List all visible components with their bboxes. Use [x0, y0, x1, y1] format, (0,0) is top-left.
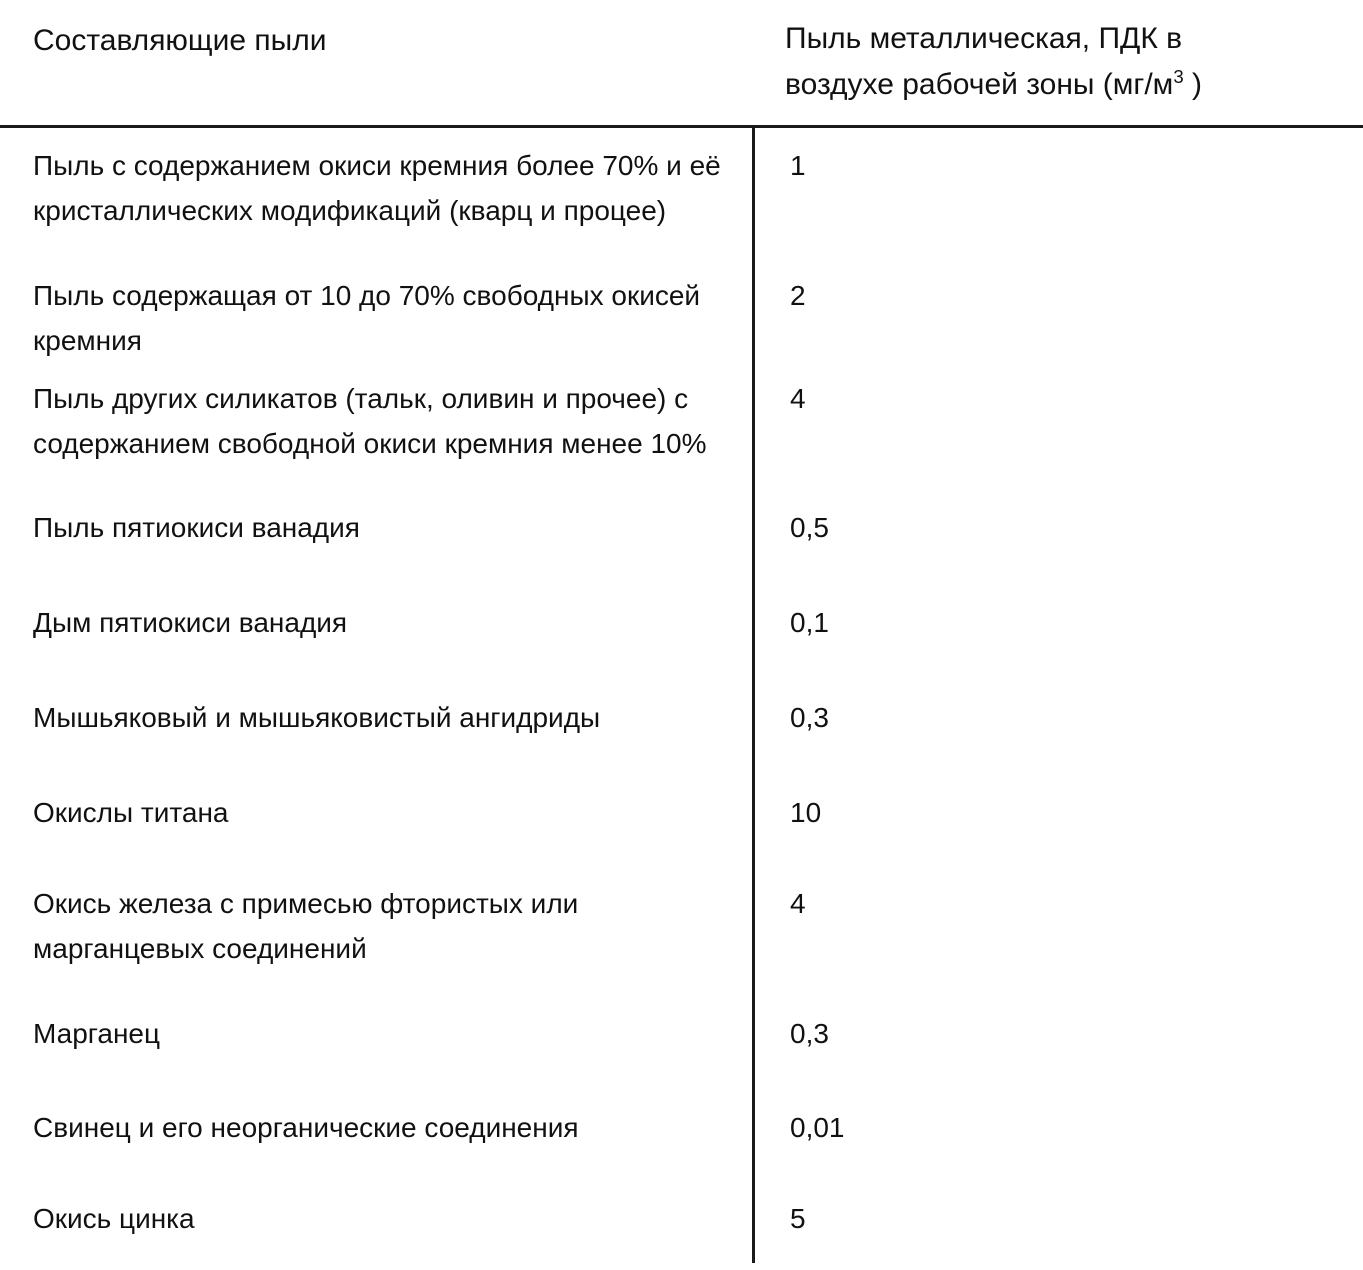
- value-cell: 5: [790, 1203, 806, 1234]
- component-cell: Пыль с содержанием окиси кремния более 70% и её кристаллических модификаций (кварц и процее): [33, 150, 721, 226]
- value-cell: 2: [790, 280, 806, 311]
- value-cell: 10: [790, 797, 822, 828]
- value-cell: 0,5: [790, 512, 829, 543]
- header-pdk-line2: [785, 62, 1345, 108]
- value-cell: 0,01: [790, 1112, 845, 1143]
- value-cell: 0,1: [790, 607, 829, 638]
- value-cell: 0,3: [790, 702, 829, 733]
- component-cell: Пыль других силикатов (тальк, оливин и прочее) с содержанием свободной окиси кремния менее 10%: [33, 383, 707, 459]
- component-cell: Окись железа с примесью фтористых или марганцевых соединений: [33, 888, 579, 964]
- value-cell: 0,3: [790, 1018, 829, 1049]
- component-cell: Свинец и его неорганические соединения: [33, 1112, 579, 1143]
- component-cell: Пыль пятиокиси ванадия: [33, 512, 360, 543]
- header-pdk-superscript: 3: [1173, 66, 1184, 87]
- header-pdk-line2-prefix: воздухе рабочей зоны (мг/м: [785, 68, 1174, 101]
- component-cell: Пыль содержащая от 10 до 70% свободных окисей кремния: [33, 280, 701, 356]
- header-pdk-column: [785, 16, 1345, 108]
- component-cell: Окислы титана: [33, 797, 229, 828]
- value-cell: 4: [790, 383, 806, 414]
- header-pdk-line1: Пыль металлическая, ПДК в: [785, 22, 1183, 55]
- component-cell: Дым пятиокиси ванадия: [33, 607, 348, 638]
- value-cell: 4: [790, 888, 806, 919]
- header-component-column: Составляющие пыли: [33, 24, 327, 57]
- component-cell: Марганец: [33, 1018, 161, 1049]
- value-cell: 1: [790, 150, 806, 181]
- header-rule: [0, 125, 1363, 128]
- column-divider: [752, 125, 755, 1263]
- header-pdk-suffix: ): [1183, 68, 1202, 101]
- component-cell: Мышьяковый и мышьяковистый ангидриды: [33, 702, 601, 733]
- component-cell: Окись цинка: [33, 1203, 195, 1234]
